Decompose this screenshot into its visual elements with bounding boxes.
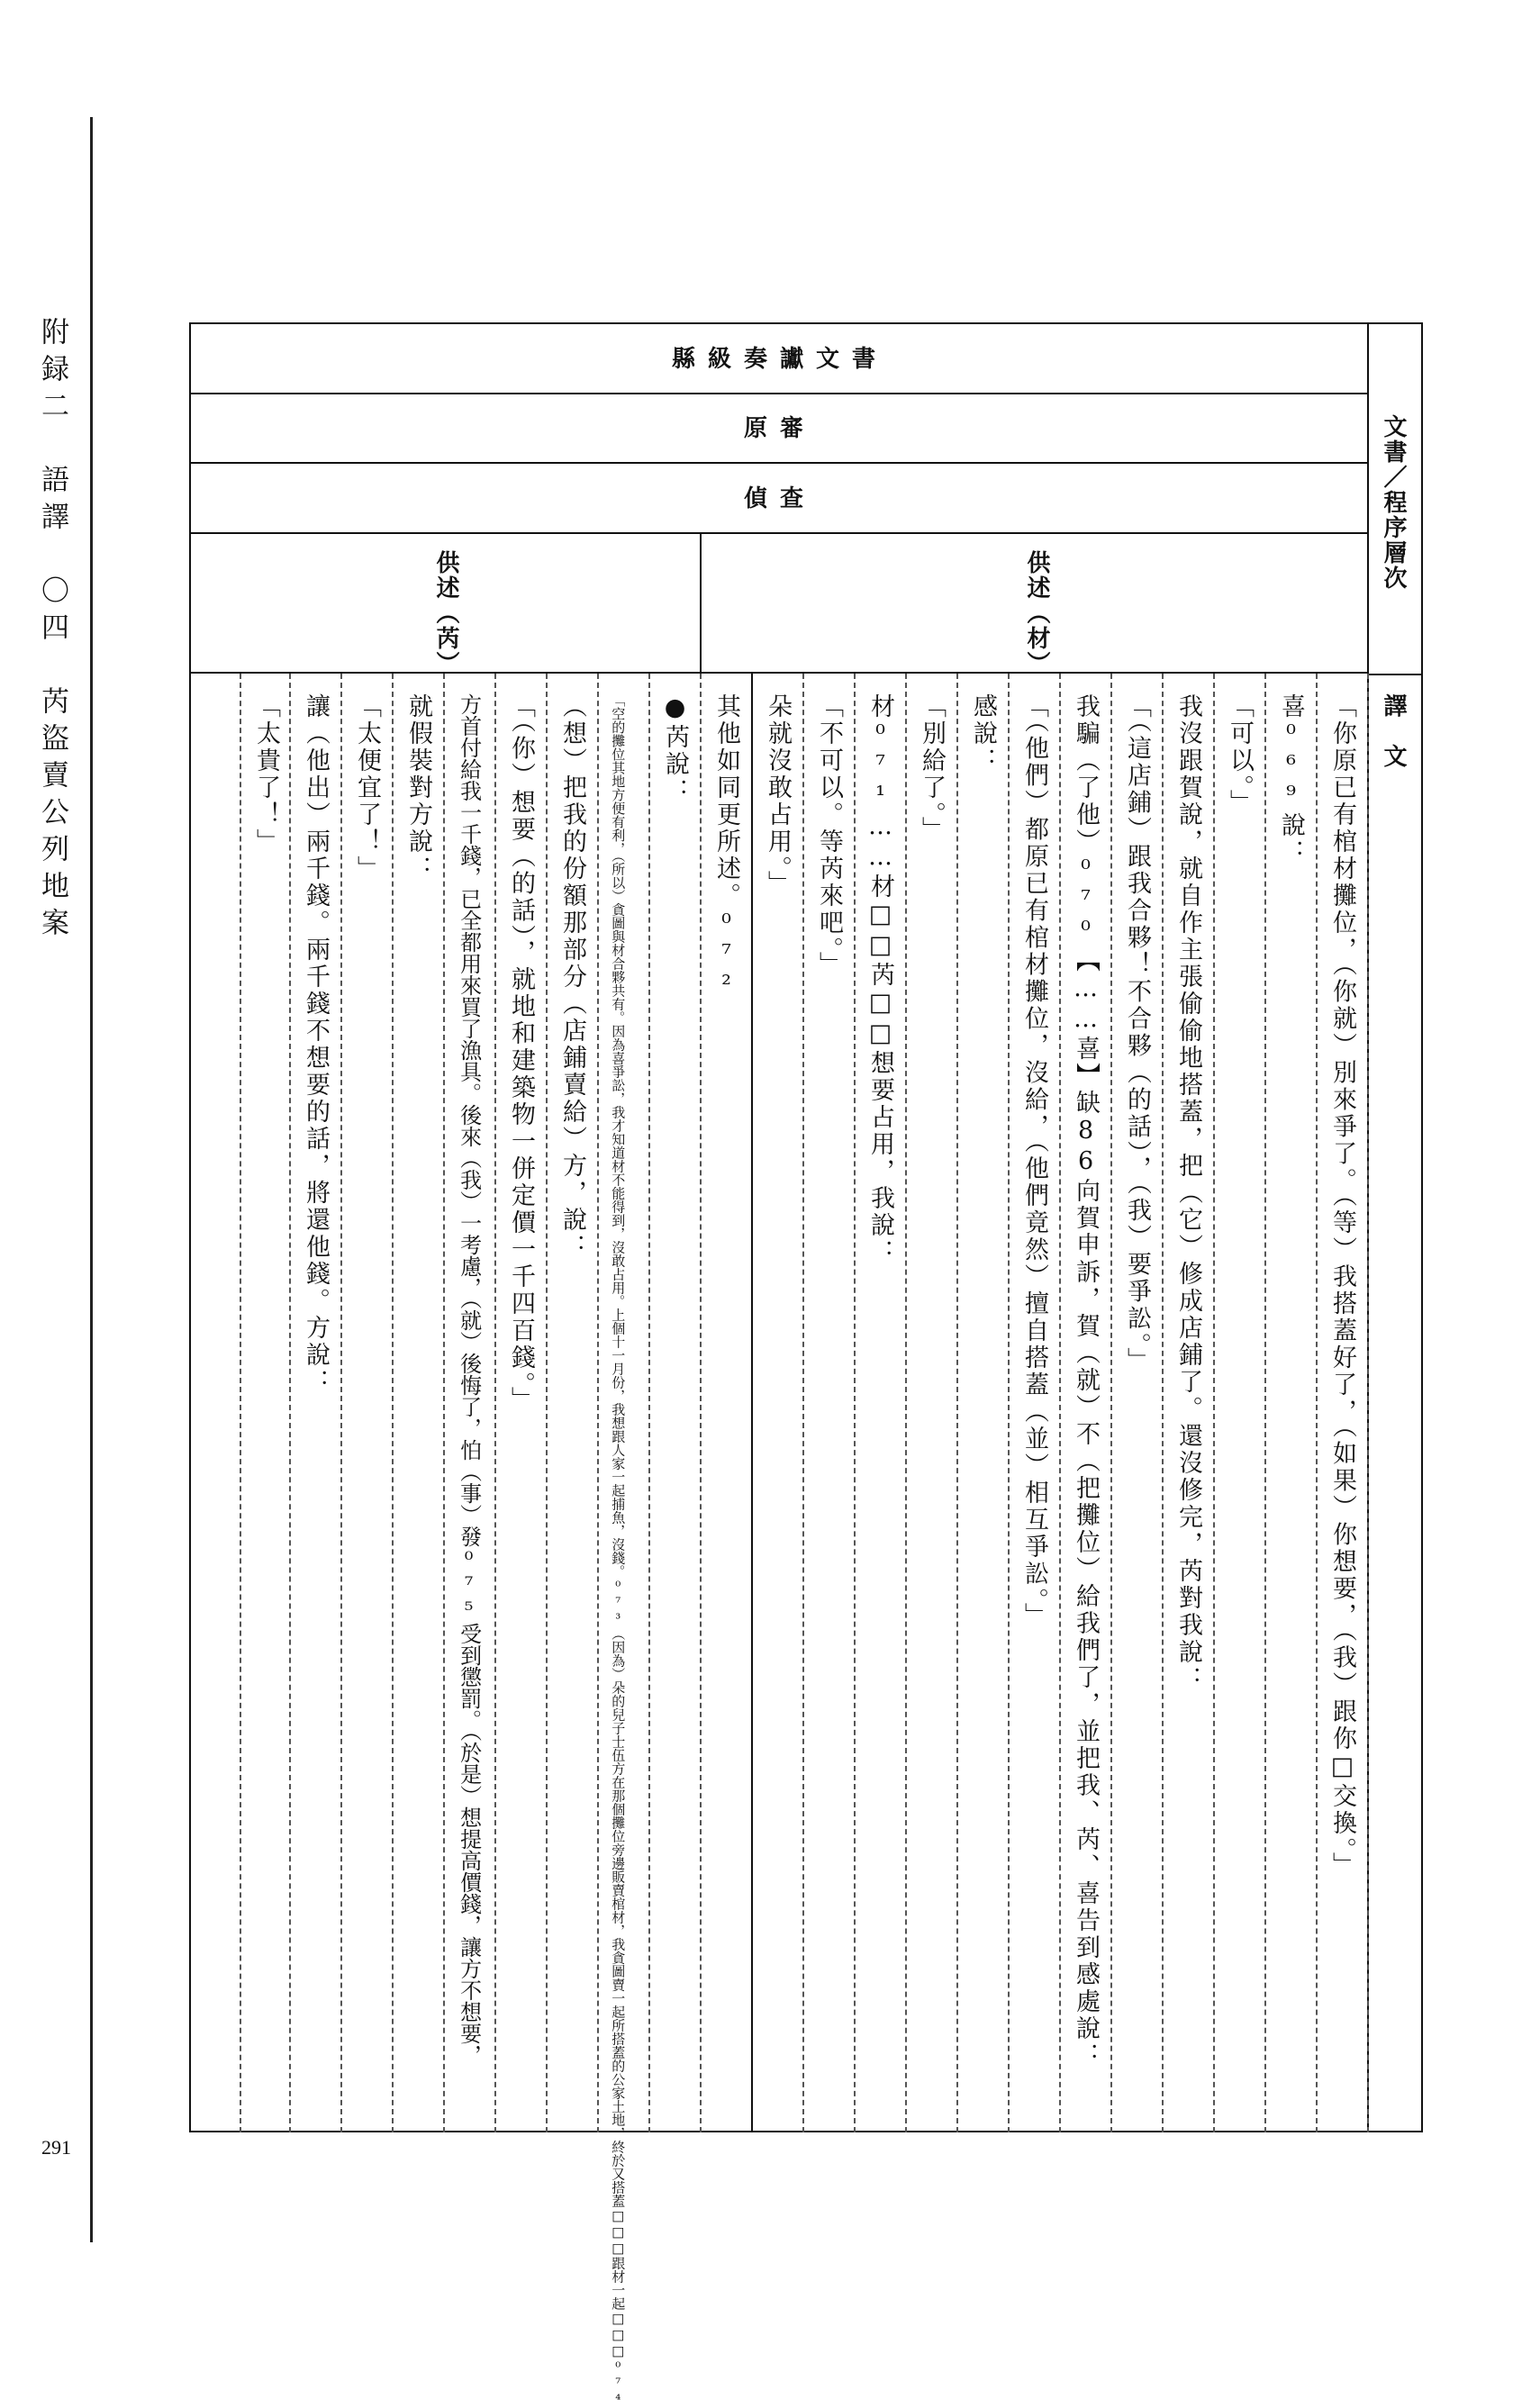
column-text: 朵就沒敢占用。」 bbox=[764, 693, 793, 898]
text-column bbox=[342, 674, 394, 2132]
column-text: 「（這店鋪）跟我合夥！不合夥（的話），（我）要爭訟。」 bbox=[1123, 693, 1152, 1374]
statement-cai-label: 供述（材） bbox=[1023, 550, 1050, 676]
text-column bbox=[445, 674, 496, 2132]
text-column bbox=[1112, 674, 1164, 2132]
statement-divider bbox=[700, 534, 702, 672]
column-text: 「你原已有棺材攤位，（你就）別來爭了。（等）我搭蓋好了，（如果）你想要，（我）跟你□交換。」 bbox=[1328, 693, 1357, 1879]
column-text: 「不可以。等芮來吧。」 bbox=[815, 693, 844, 979]
text-column bbox=[1318, 674, 1369, 2132]
page-number: 291 bbox=[41, 2136, 71, 2159]
column-text: 「別給了。」 bbox=[918, 693, 947, 844]
row-county-document: 縣級奏讞文書 bbox=[191, 324, 1369, 394]
row-investigation: 偵查 bbox=[191, 464, 1369, 534]
row-original-trial: 原審 bbox=[191, 394, 1369, 464]
column-text: （想）把我的份額那部分（店鋪賣給）方，說： bbox=[558, 693, 587, 1261]
text-column bbox=[907, 674, 958, 2132]
statement-row bbox=[191, 534, 1369, 674]
column-text: 「（他們）都原已有棺材攤位，沒給，（他們竟然）擅自搭蓋（並）相互爭訟。」 bbox=[1020, 693, 1049, 1630]
right-label-column bbox=[1367, 324, 1421, 2131]
side-title: 附録二 語譯 〇四 芮盜賣公列地案 bbox=[36, 317, 68, 945]
text-column bbox=[702, 674, 753, 2132]
text-column bbox=[1164, 674, 1215, 2132]
column-text: 感說： bbox=[969, 693, 998, 774]
column-text: 喜⁰⁶⁹說： bbox=[1277, 693, 1306, 866]
column-text: 就假裝對方說： bbox=[404, 693, 433, 883]
column-text: 材⁰⁷¹……材□□芮□□想要占用，我說： bbox=[866, 693, 895, 1266]
text-column bbox=[958, 674, 1010, 2132]
text-column bbox=[240, 674, 291, 2132]
text-column bbox=[753, 674, 804, 2132]
text-column bbox=[1266, 674, 1318, 2132]
translation-columns bbox=[191, 674, 1369, 2408]
text-column bbox=[394, 674, 445, 2132]
column-text: 我沒跟賀說，就自作主張偷偷地搭蓋，把（它）修成店鋪了。還沒修完，芮對我說： bbox=[1174, 693, 1203, 1693]
text-column bbox=[804, 674, 856, 2132]
text-column bbox=[548, 674, 599, 2132]
column-text: 其他如同更所述。⁰⁷² bbox=[712, 693, 741, 1001]
column-text: 我騙（了他）⁰⁷⁰【……喜】缺86向賀申訴，賀（就）不（把攤位）給我們了，並把我、芮、喜告到感處說： bbox=[1072, 693, 1101, 2069]
column-text: 讓（他出）兩千錢。兩千錢不想要的話，將還他錢。方說： bbox=[302, 693, 331, 1396]
header-level-label: 文書／程序層次 bbox=[1380, 414, 1407, 591]
text-column bbox=[599, 674, 650, 2408]
document-table bbox=[189, 322, 1423, 2408]
column-text: 「空的攤位其地方便有利，（所以）貪圖與材合夥共有。因為喜爭訟，我才知道材不能得到，沒敢占用。上個十一月份，我想跟人家一起捕魚，沒錢。⁰⁷³（因為）朵的兒子士伍方在那個攤位旁邊販賣棺材，我貪圖賣一起所搭蓋的公家土地，終於又搭蓋□□□跟材一起□□□⁰⁷⁴ bbox=[610, 693, 627, 2408]
column-text: ●芮說： bbox=[661, 693, 690, 805]
text-column bbox=[1215, 674, 1266, 2132]
translation-label: 譯 文 bbox=[1380, 693, 1407, 769]
text-column bbox=[650, 674, 702, 2132]
column-text: 「可以。」 bbox=[1226, 693, 1255, 817]
text-column bbox=[291, 674, 342, 2132]
statement-rui-label: 供述（芮） bbox=[432, 550, 459, 676]
margin-rule bbox=[90, 117, 93, 2242]
text-column bbox=[1010, 674, 1061, 2132]
column-text: 方首付給我一千錢，已全都用來買了漁具。後來（我）一考慮，（就）後悔了，怕（事）發⁰⁷⁵受到懲罰。（於是）想提高價錢，讓方不想要， bbox=[456, 693, 482, 2066]
text-column bbox=[496, 674, 548, 2132]
table-body bbox=[191, 324, 1369, 2408]
text-column bbox=[856, 674, 907, 2132]
column-text: 「（你）想要（的話），就地和建築物一併定價一千四百錢。」 bbox=[507, 693, 536, 1414]
column-text: 「太貴了！」 bbox=[252, 693, 281, 855]
label-separator bbox=[1369, 674, 1421, 675]
text-column bbox=[1061, 674, 1112, 2132]
column-text: 「太便宜了！」 bbox=[353, 693, 382, 883]
